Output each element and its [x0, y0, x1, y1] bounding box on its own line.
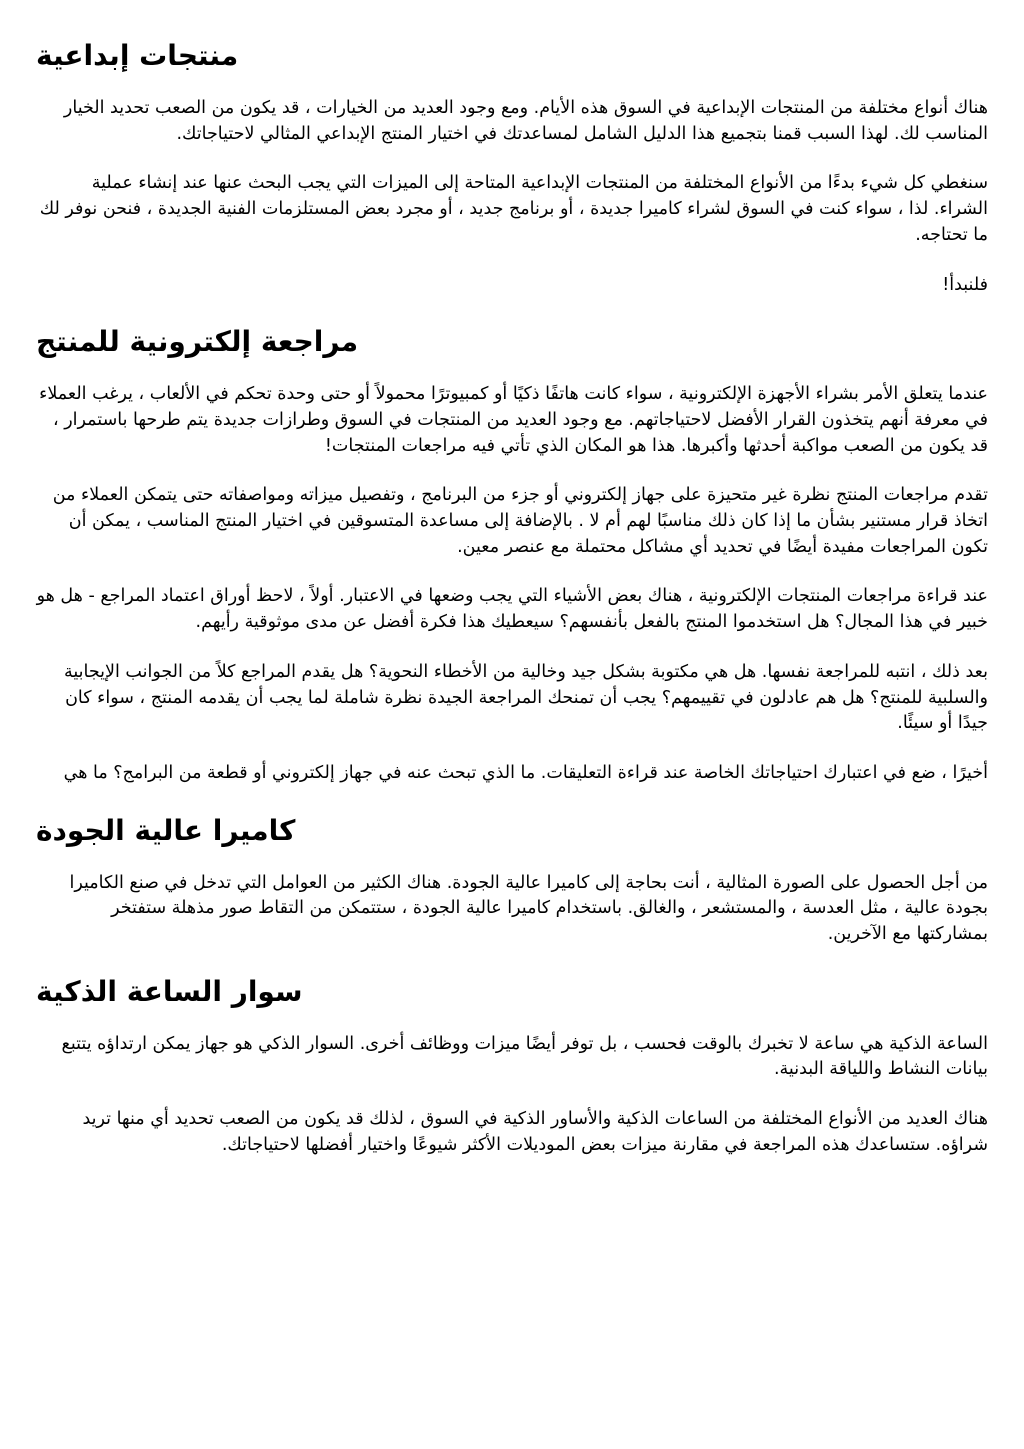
section-smartwatch-band [36, 972, 988, 1159]
section-heading: مراجعة إلكترونية للمنتج [36, 325, 359, 359]
paragraph: هناك العديد من الأنواع المختلفة من الساعات الذكية والأساور الذكية في السوق ، لذلك قد يكون من الصعب تحديد أي منها تريد شراؤه. ستساعدك هذه المراجعة في مقارنة ميزات بعض الموديلات الأكثر شيوعًا واختيار أفضلها لاحتياجاتك. [82, 1109, 988, 1155]
section-high-quality-camera [36, 811, 988, 948]
paragraph: أخيرًا ، ضع في اعتبارك احتياجاتك الخاصة عند قراءة التعليقات. ما الذي تبحث عنه في جهاز إلكتروني أو قطعة من البرامج؟ ما هي [63, 762, 988, 783]
paragraph: الساعة الذكية هي ساعة لا تخبرك بالوقت فحسب ، بل توفر أيضًا ميزات ووظائف أخرى. السوار الذكي هو جهاز يمكن ارتداؤه يتتبع بيانات النشاط واللياقة البدنية. [61, 1033, 988, 1080]
section-heading: منتجات إبداعية [36, 39, 239, 72]
paragraph: من أجل الحصول على الصورة المثالية ، أنت بحاجة إلى كاميرا عالية الجودة. هناك الكثير من العوامل التي تدخل في صنع الكاميرا بجودة عالية ، مثل العدسة ، والمستشعر ، والغالق. باستخدام كاميرا عالية الجودة ، ستتمكن من التقاط صور مذهلة ستفتخر بمشاركتها مع الآخرين. [69, 872, 988, 945]
section-heading: كاميرا عالية الجودة [36, 813, 296, 847]
paragraph: هناك أنواع مختلفة من المنتجات الإبداعية في السوق هذه الأيام. ومع وجود العديد من الخيارات ، قد يكون من الصعب تحديد الخيار المناسب لك. لهذا السبب قمنا بتجميع هذا الدليل الشامل لمساعدتك في اختيار المنتج الإبداعي المثالي لاحتياجاتك. [63, 98, 988, 144]
section-creative-products [36, 36, 988, 298]
paragraph: عند قراءة مراجعات المنتجات الإلكترونية ، هناك بعض الأشياء التي يجب وضعها في الاعتبار. أولاً ، لاحظ أوراق اعتماد المراجع - هل هو خبير في هذا المجال؟ هل استخدموا المنتج بالفعل بأنفسهم؟ سيعطيك هذا فكرة أفضل عن مدى موثوقية رأيهم. [36, 586, 988, 633]
paragraph: سنغطي كل شيء بدءًا من الأنواع المختلفة من المنتجات الإبداعية المتاحة إلى الميزات التي يجب البحث عنها عند إنشاء عملية الشراء. لذا ، سواء كنت في السوق لشراء كاميرا جديدة ، أو برنامج جديد ، أو مجرد بعض المستلزمات الفنية الجديدة ، فنحن نوفر لك ما تحتاجه. [39, 173, 988, 245]
paragraph: فلنبدأ! [942, 274, 988, 295]
paragraph: عندما يتعلق الأمر بشراء الأجهزة الإلكترونية ، سواء كانت هاتفًا ذكيًا أو كمبيوترًا محمولاً أو حتى وحدة تحكم في الألعاب ، يرغب العملاء في معرفة أنهم يتخذون القرار الأفضل لاحتياجاتهم. مع وجود العديد من المنتجات في السوق وطرازات جديدة يتم طرحها باستمرار ، قد يكون من الصعب مواكبة أحدثها وأكبرها. هذا هو المكان الذي تأتي فيه مراجعات المنتجات! [39, 384, 988, 456]
section-heading: سوار الساعة الذكية [36, 974, 303, 1008]
section-electronic-product-review [36, 322, 988, 786]
paragraph: بعد ذلك ، انتبه للمراجعة نفسها. هل هي مكتوبة بشكل جيد وخالية من الأخطاء النحوية؟ هل يقدم المراجع كلاً من الجوانب الإيجابية والسلبية للمنتج؟ هل هم عادلون في تقييمهم؟ يجب أن تمنحك المراجعة الجيدة نظرة شاملة لما يجب أن يقدمه المنتج ، سواء كان جيدًا أو سيئًا. [63, 661, 988, 734]
paragraph: تقدم مراجعات المنتج نظرة غير متحيزة على جهاز إلكتروني أو جزء من البرنامج ، وتفصيل ميزاته ومواصفاته حتى يتمكن العملاء من اتخاذ قرار مستنير بشأن ما إذا كان ذلك مناسبًا لهم أم لا . بالإضافة إلى مساعدة المتسوقين في اختيار المنتج المناسب ، يمكن أن تكون المراجعات مفيدة أيضًا في تحديد أي مشاكل محتملة مع عنصر معين. [52, 485, 988, 557]
